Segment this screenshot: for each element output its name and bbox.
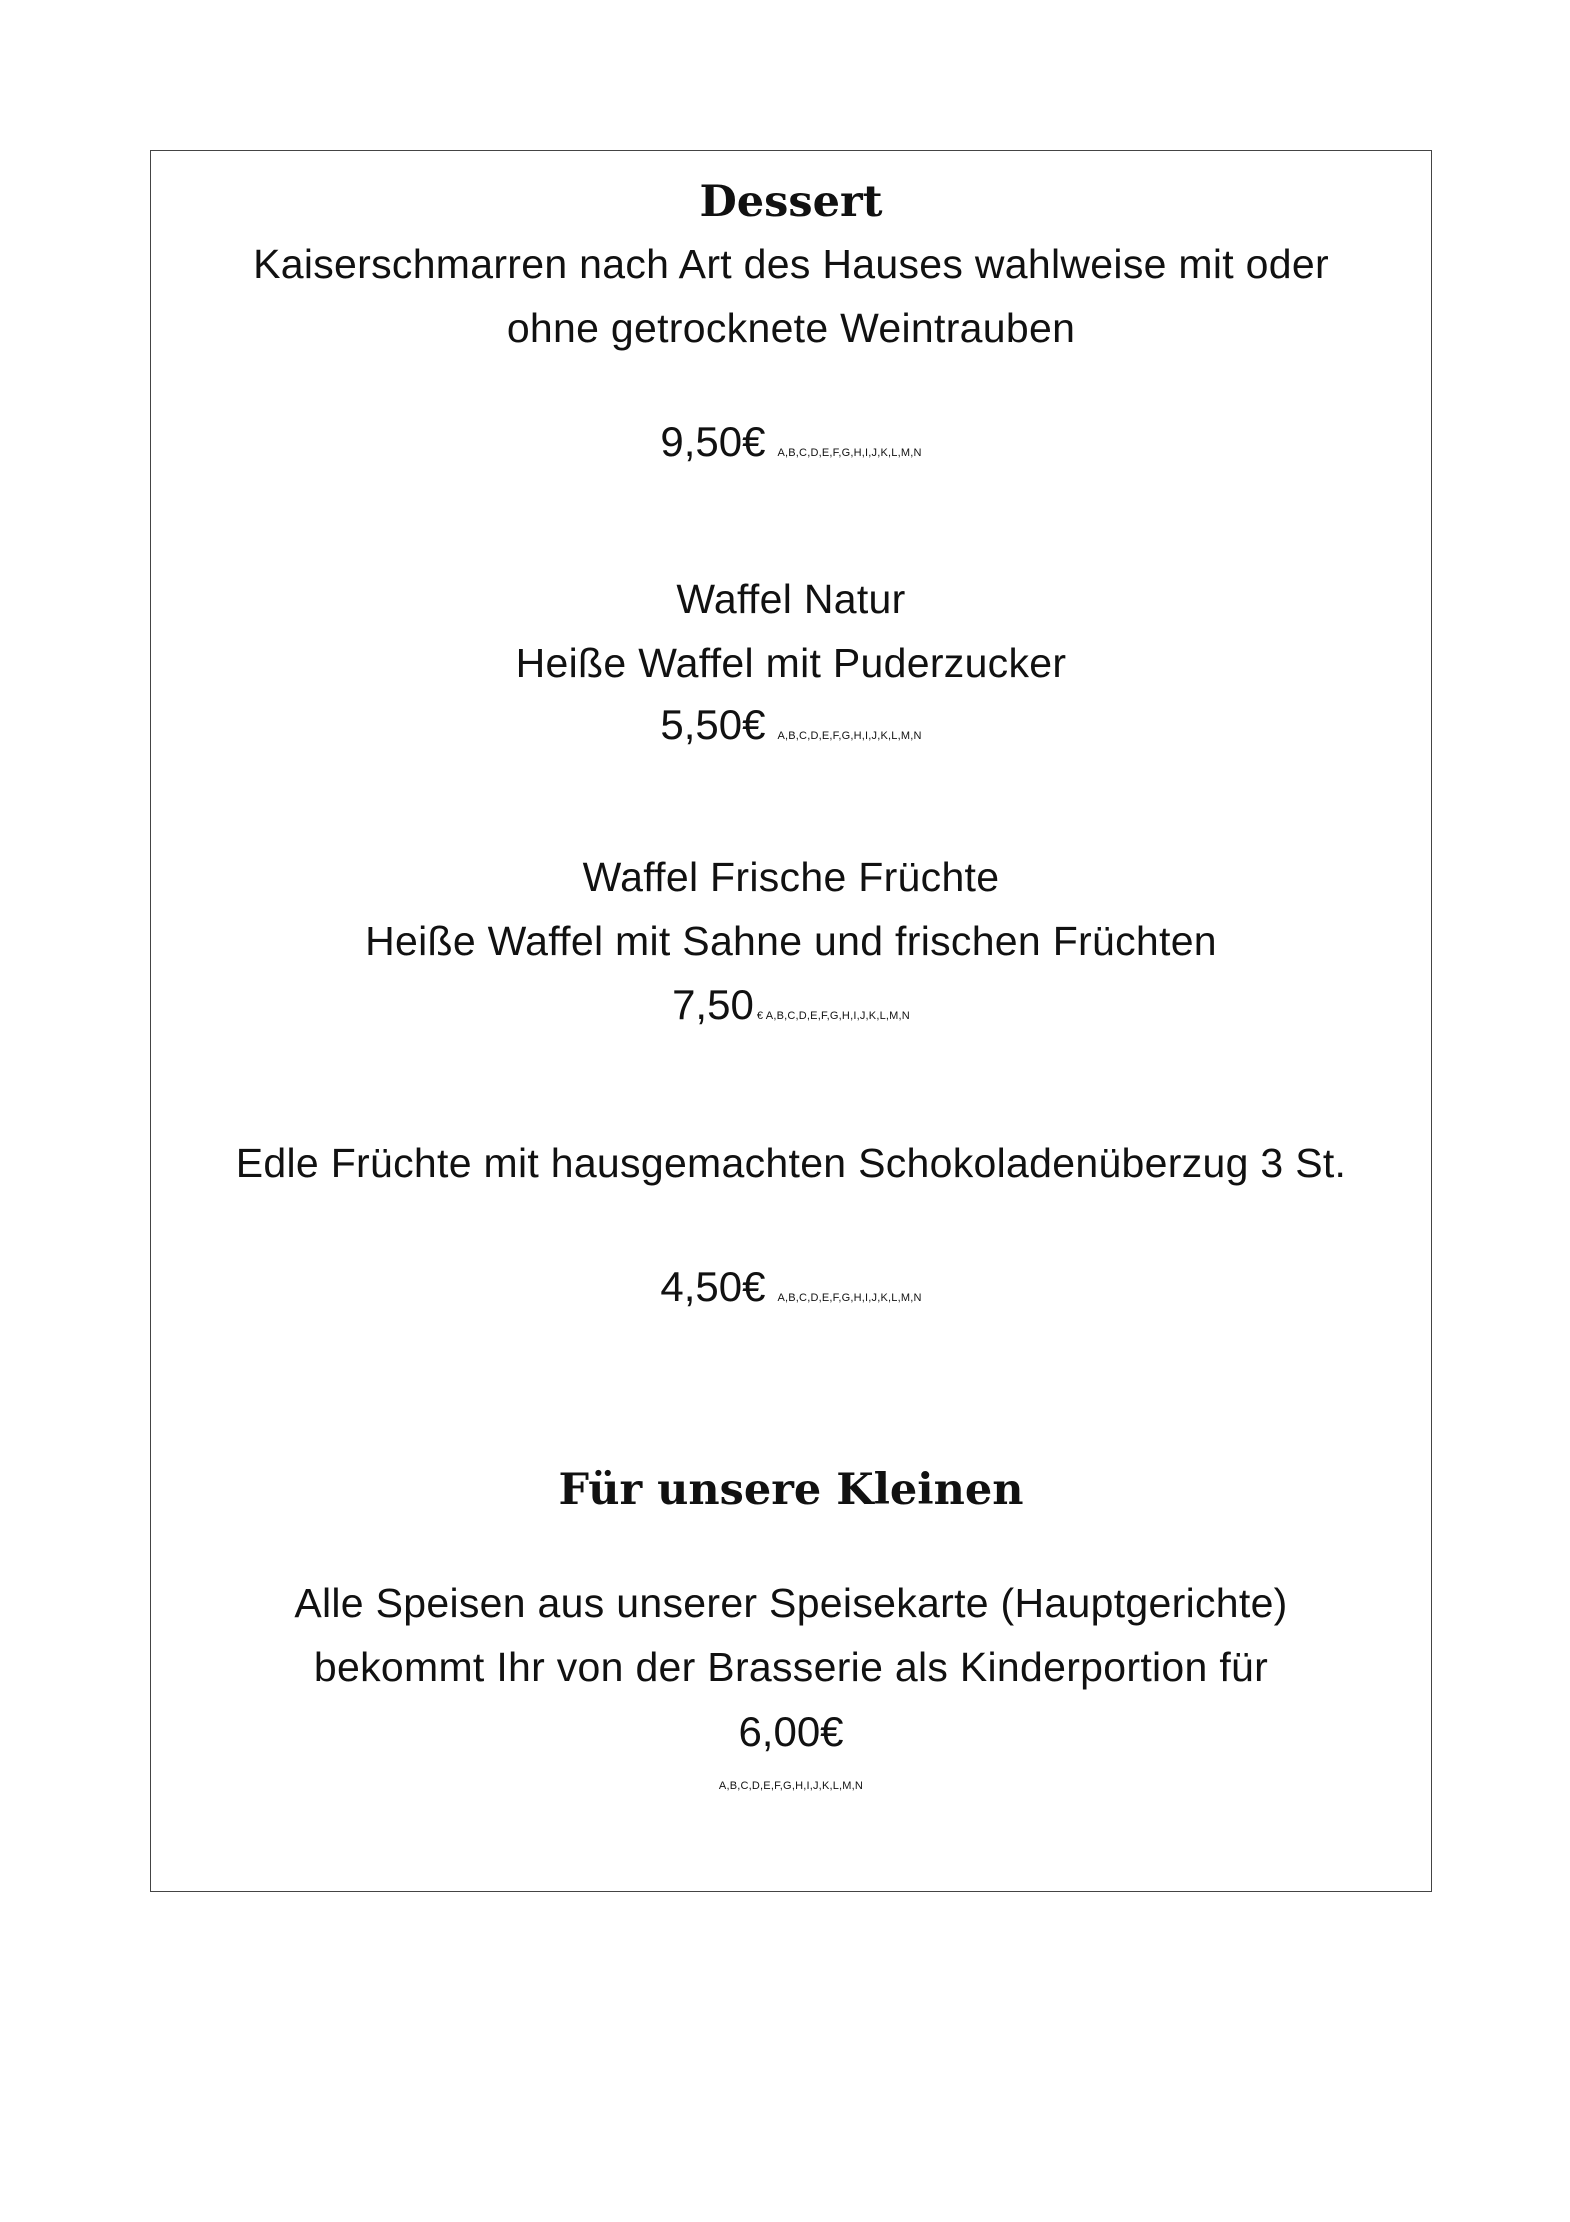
kaiserschmarren-name-line2: ohne getrocknete Weintrauben	[506, 305, 1076, 351]
waffel-fruechte-allergens: € A,B,C,D,E,F,G,H,I,J,K,L,M,N	[756, 1010, 910, 1022]
menu-frame	[150, 150, 1432, 1892]
kids-line1: Alle Speisen aus unserer Speisekarte (Hauptgerichte)	[294, 1580, 1288, 1626]
waffel-natur-price-line	[151, 701, 1431, 748]
waffel-natur-price: 5,50€	[660, 701, 766, 748]
kaiserschmarren-allergens: A,B,C,D,E,F,G,H,I,J,K,L,M,N	[777, 447, 922, 459]
kaiserschmarren-price: 9,50€	[660, 418, 766, 465]
kids-allergens: A,B,C,D,E,F,G,H,I,J,K,L,M,N	[718, 1780, 864, 1792]
waffel-fruechte-description: Heiße Waffel mit Sahne und frischen Früchten	[365, 918, 1217, 964]
waffel-fruechte-price: 7,50	[672, 981, 754, 1028]
edle-fruechte-price-line	[151, 1263, 1431, 1310]
edle-fruechte-price: 4,50€	[660, 1263, 766, 1310]
waffel-natur-name: Waffel Natur	[676, 576, 906, 622]
waffel-fruechte-name: Waffel Frische Früchte	[582, 854, 1000, 900]
dessert-heading: Dessert	[699, 177, 883, 227]
waffel-natur-description: Heiße Waffel mit Puderzucker	[515, 640, 1067, 686]
kids-heading: Für unsere Kleinen	[558, 1465, 1024, 1515]
kids-price: 6,00€	[738, 1708, 844, 1755]
kids-line2: bekommt Ihr von der Brasserie als Kinderportion für	[313, 1644, 1269, 1690]
edle-fruechte-name: Edle Früchte mit hausgemachten Schokoladenüberzug 3 St.	[235, 1140, 1347, 1186]
edle-fruechte-allergens: A,B,C,D,E,F,G,H,I,J,K,L,M,N	[777, 1292, 922, 1304]
kaiserschmarren-price-line	[151, 418, 1431, 465]
kaiserschmarren-name-line1: Kaiserschmarren nach Art des Hauses wahlweise mit oder	[253, 241, 1329, 287]
waffel-fruechte-price-line	[151, 981, 1431, 1028]
waffel-natur-allergens: A,B,C,D,E,F,G,H,I,J,K,L,M,N	[777, 730, 922, 742]
